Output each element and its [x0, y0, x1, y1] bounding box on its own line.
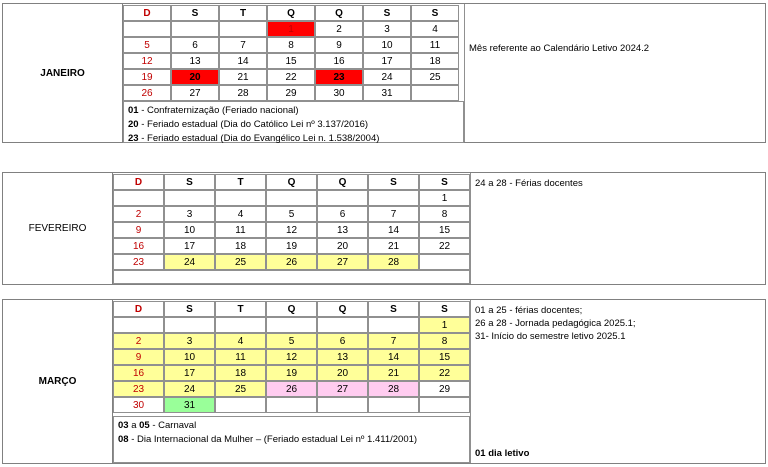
day-cell: 6 [317, 206, 368, 222]
day-cell: 5 [123, 37, 171, 53]
march-grid [113, 301, 470, 413]
day-cell: 30 [113, 397, 164, 413]
weekday-header: Q [315, 5, 363, 21]
day-cell: 9 [113, 349, 164, 365]
day-cell: 15 [419, 349, 470, 365]
day-cell: 12 [123, 53, 171, 69]
february-grid [113, 174, 470, 270]
day-cell: 7 [368, 333, 419, 349]
empty-cell [219, 21, 267, 37]
day-cell: 31 [164, 397, 215, 413]
day-cell: 15 [267, 53, 315, 69]
empty-cell [317, 397, 368, 413]
empty-cell [266, 317, 317, 333]
january-side-info [464, 4, 765, 142]
day-cell: 26 [266, 254, 317, 270]
weekday-header: S [419, 174, 470, 190]
day-cell: 17 [363, 53, 411, 69]
march-side-info [470, 300, 765, 463]
day-cell: 9 [315, 37, 363, 53]
weekday-header: S [368, 174, 419, 190]
empty-cell [317, 317, 368, 333]
weekday-header: D [123, 5, 171, 21]
day-cell: 19 [266, 238, 317, 254]
day-cell: 3 [164, 206, 215, 222]
day-cell: 17 [164, 238, 215, 254]
day-cell: 6 [317, 333, 368, 349]
day-cell: 18 [215, 238, 266, 254]
day-cell: 12 [266, 349, 317, 365]
empty-cell [215, 317, 266, 333]
day-cell: 24 [363, 69, 411, 85]
weekday-header: S [363, 5, 411, 21]
note-line: 03 a 05 - Carnaval [118, 420, 197, 431]
empty-cell [368, 397, 419, 413]
day-cell: 6 [171, 37, 219, 53]
weekday-header: Q [317, 174, 368, 190]
day-cell: 13 [317, 349, 368, 365]
day-cell: 10 [363, 37, 411, 53]
day-cell: 25 [215, 381, 266, 397]
note-line: 23 - Feriado estadual (Dia do Evangélico Lei n. 1.538/2004) [128, 133, 380, 144]
day-cell: 11 [411, 37, 459, 53]
day-cell: 28 [368, 254, 419, 270]
weekday-header: Q [266, 174, 317, 190]
day-cell: 12 [266, 222, 317, 238]
day-cell: 22 [419, 238, 470, 254]
weekday-header: T [219, 5, 267, 21]
day-cell: 16 [315, 53, 363, 69]
empty-cell [419, 397, 470, 413]
day-cell: 10 [164, 222, 215, 238]
day-cell: 20 [317, 365, 368, 381]
day-cell: 31 [363, 85, 411, 101]
empty-cell [215, 190, 266, 206]
day-cell: 13 [317, 222, 368, 238]
february-side-info [470, 173, 765, 284]
day-cell: 24 [164, 381, 215, 397]
day-cell: 14 [368, 222, 419, 238]
day-cell: 27 [317, 254, 368, 270]
empty-cell [317, 190, 368, 206]
weekday-header: T [215, 174, 266, 190]
empty-cell [164, 190, 215, 206]
day-cell: 18 [215, 365, 266, 381]
weekday-header: S [171, 5, 219, 21]
day-cell: 24 [164, 254, 215, 270]
day-cell: 18 [411, 53, 459, 69]
weekday-header: S [419, 301, 470, 317]
day-cell: 4 [215, 333, 266, 349]
empty-cell [164, 317, 215, 333]
weekday-header: Q [267, 5, 315, 21]
day-cell: 4 [215, 206, 266, 222]
day-cell: 28 [368, 381, 419, 397]
day-cell: 8 [419, 206, 470, 222]
day-cell: 9 [113, 222, 164, 238]
day-cell: 1 [267, 21, 315, 37]
month-label-january: JANEIRO [3, 4, 123, 142]
weekday-header: S [164, 174, 215, 190]
day-cell: 21 [368, 238, 419, 254]
february-empty-row [113, 270, 470, 284]
day-cell: 26 [123, 85, 171, 101]
day-cell: 2 [113, 333, 164, 349]
day-cell: 25 [411, 69, 459, 85]
side-info-line: 31- Início do semestre letivo 2025.1 [475, 331, 626, 342]
january-notes [123, 101, 464, 143]
day-cell: 8 [419, 333, 470, 349]
day-cell: 7 [219, 37, 267, 53]
day-cell: 26 [266, 381, 317, 397]
day-cell: 8 [267, 37, 315, 53]
empty-cell [215, 397, 266, 413]
march-school-days: 01 dia letivo [475, 448, 530, 459]
weekday-header: S [164, 301, 215, 317]
day-cell: 22 [267, 69, 315, 85]
day-cell: 11 [215, 222, 266, 238]
day-cell: 17 [164, 365, 215, 381]
march-notes [113, 416, 470, 463]
day-cell: 2 [113, 206, 164, 222]
note-line: 01 - Confraternização (Feriado nacional) [128, 105, 299, 116]
side-info-line: 24 a 28 - Férias docentes [475, 178, 583, 189]
day-cell: 27 [317, 381, 368, 397]
day-cell: 21 [219, 69, 267, 85]
weekday-header: D [113, 174, 164, 190]
january-block [2, 3, 766, 143]
day-cell: 21 [368, 365, 419, 381]
empty-cell [113, 190, 164, 206]
day-cell: 2 [315, 21, 363, 37]
day-cell: 14 [368, 349, 419, 365]
day-cell: 28 [219, 85, 267, 101]
empty-cell [171, 21, 219, 37]
day-cell: 15 [419, 222, 470, 238]
day-cell: 20 [171, 69, 219, 85]
day-cell: 7 [368, 206, 419, 222]
day-cell: 3 [363, 21, 411, 37]
day-cell: 11 [215, 349, 266, 365]
month-label-march: MARÇO [3, 300, 113, 463]
day-cell: 5 [266, 333, 317, 349]
empty-cell [368, 190, 419, 206]
weekday-header: T [215, 301, 266, 317]
empty-cell [368, 317, 419, 333]
day-cell: 5 [266, 206, 317, 222]
day-cell: 19 [266, 365, 317, 381]
weekday-header: Q [317, 301, 368, 317]
empty-cell [419, 254, 470, 270]
february-block [2, 172, 766, 285]
side-info-line: Mês referente ao Calendário Letivo 2024.2 [469, 43, 650, 54]
month-label-february: FEVEREIRO [3, 173, 113, 284]
day-cell: 1 [419, 317, 470, 333]
day-cell: 25 [215, 254, 266, 270]
day-cell: 27 [171, 85, 219, 101]
empty-cell [266, 397, 317, 413]
day-cell: 29 [267, 85, 315, 101]
march-block [2, 299, 766, 464]
day-cell: 10 [164, 349, 215, 365]
weekday-header: S [411, 5, 459, 21]
note-line: 08 - Dia Internacional da Mulher – (Feriado estadual Lei nº 1.411/2001) [118, 434, 418, 445]
day-cell: 3 [164, 333, 215, 349]
day-cell: 13 [171, 53, 219, 69]
day-cell: 22 [419, 365, 470, 381]
day-cell: 16 [113, 238, 164, 254]
day-cell: 4 [411, 21, 459, 37]
note-line: 20 - Feriado estadual (Dia do Católico Lei nº 3.137/2016) [128, 119, 369, 130]
day-cell: 14 [219, 53, 267, 69]
day-cell: 29 [419, 381, 470, 397]
day-cell: 20 [317, 238, 368, 254]
day-cell: 23 [315, 69, 363, 85]
side-info-line: 26 a 28 - Jornada pedagógica 2025.1; [475, 318, 636, 329]
weekday-header: S [368, 301, 419, 317]
day-cell: 1 [419, 190, 470, 206]
day-cell: 16 [113, 365, 164, 381]
empty-cell [123, 21, 171, 37]
day-cell: 30 [315, 85, 363, 101]
weekday-header: Q [266, 301, 317, 317]
side-info-line: 01 a 25 - férias docentes; [475, 305, 583, 316]
day-cell: 23 [113, 254, 164, 270]
empty-cell [266, 190, 317, 206]
january-grid [123, 5, 459, 101]
weekday-header: D [113, 301, 164, 317]
day-cell: 23 [113, 381, 164, 397]
empty-cell [113, 317, 164, 333]
day-cell: 19 [123, 69, 171, 85]
empty-cell [411, 85, 459, 101]
